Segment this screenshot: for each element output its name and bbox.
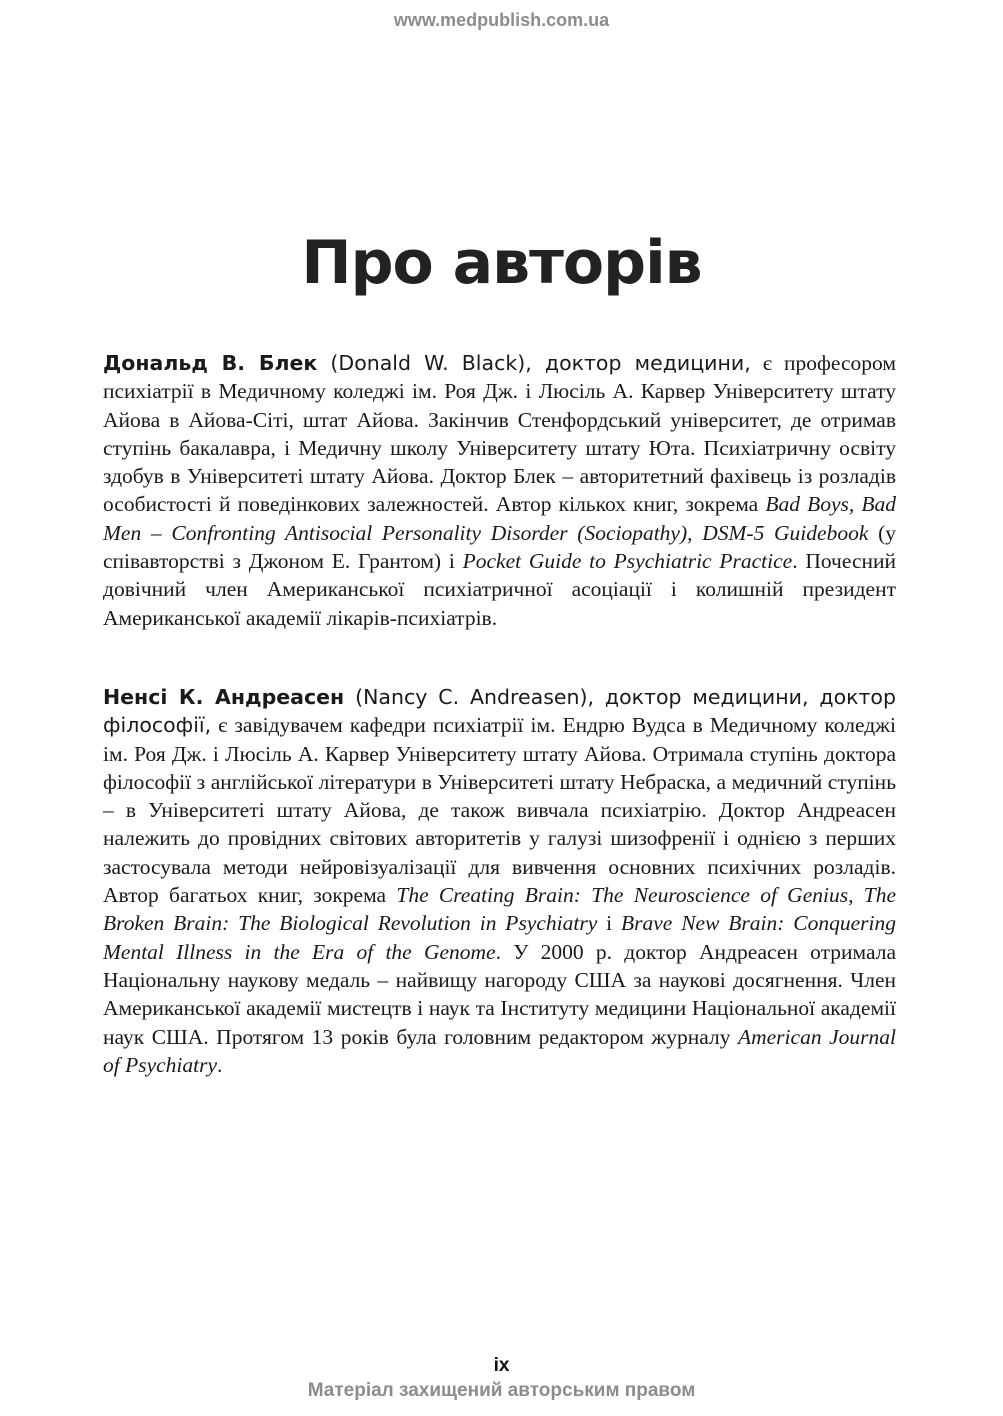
author-name: Дональд В. Блек	[103, 351, 318, 375]
author-latin-name: (Donald W. Black),	[317, 351, 545, 375]
book-title: Pocket Guide to Psychiatric Practice	[462, 549, 793, 574]
author-name: Ненсі К. Андреасен	[103, 685, 345, 709]
bio-text-run: і	[597, 911, 621, 936]
book-title: American Journal of Psychiatry	[103, 1024, 896, 1077]
author-bio-andreasen	[103, 683, 896, 1079]
book-title: The Creating Brain: The Neuroscience of Genius, The Broken Brain: The Biological Revolution in Psychiatry	[103, 883, 896, 936]
author-latin-name: (Nancy C. Andreasen),	[344, 685, 605, 709]
author-degree: доктор медицини, доктор філософії,	[103, 685, 896, 738]
bio-text-run: є завідувачем кафедри психіатрії ім. Ендрю Вудса в Медичному коледжі ім. Роя Дж. і Люсіль А. Карвер Університету штату Айова. Отримала ступінь доктора філософії з англійської літератури в Університеті штату Небраска, а медичний ступінь – в Університеті штату Айова, де також вивчала психіатрію. Доктор Андреасен належить до провідних світових авторитетів у галузі шизофренії і однією з перших застосувала методи нейровізуалізації для вивчення основних психічних розладів. Автор багатьох книг, зокрема	[103, 713, 896, 908]
bio-text-run: . Почесний довічний член Американської психіатричної асоціації і колишній президент Американської академії лікарів-психіатрів.	[103, 549, 897, 630]
book-title: Brave New Brain: Conquering Mental Illness in the Era of the Genome	[103, 911, 897, 964]
author-bio-text	[103, 351, 896, 630]
bio-text-run: . У 2000 р. доктор Андреасен отримала Національну наукову медаль – найвищу нагороду США за наукові досягнення. Член Американської академії мистецтв і наук та Інституту медицини Національної академії наук США. Протягом 13 років була головним редактором журналу	[103, 939, 896, 1049]
book-title: Bad Boys, Bad Men – Confronting Antisocial Personality Disorder (Sociopathy), DSM-5 Guidebook	[103, 492, 896, 545]
bio-text-run: є професором психіатрії в Медичному коледжі ім. Роя Дж. і Люсіль А. Карвер Університету штату Айова в Айова-Сіті, штат Айова. Закінчив Стенфордський університет, де отримав ступінь бакалавра, і Медичну школу Університету штату Юта. Психіатричну освіту здобув в Університеті штату Айова. Доктор Блек – авторитетний фахівець із розладів особистості й поведінкових залежностей. Автор кількох книг, зокрема	[103, 351, 896, 517]
author-bio-black	[103, 349, 896, 632]
author-degree: доктор медицини,	[544, 351, 751, 375]
page-number: ix	[493, 1355, 510, 1376]
page-title: Про авторів	[301, 228, 702, 298]
watermark-url: www.medpublish.com.ua	[393, 10, 610, 30]
bio-text-run: (у співавторстві з Джоном Е. Грантом) і	[103, 520, 896, 574]
copyright-notice: Матеріал захищений авторським правом	[307, 1380, 696, 1401]
author-bio-text	[103, 713, 896, 1077]
bio-text-run: .	[217, 1052, 223, 1077]
